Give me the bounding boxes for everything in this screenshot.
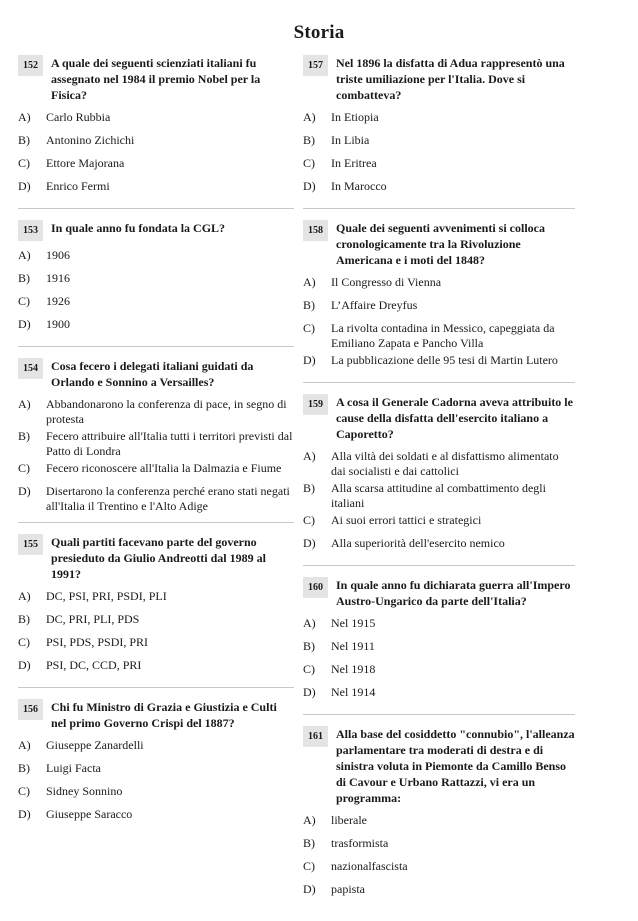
answer-letter: C) [303, 513, 315, 527]
answer-letter: D) [303, 882, 316, 896]
answer-letter: B) [303, 133, 315, 147]
answer-letter: B) [303, 481, 315, 495]
answer-option [18, 317, 294, 338]
answer-option [303, 298, 575, 319]
answer-option [303, 275, 575, 296]
answer-option [18, 156, 294, 177]
answer-letter: C) [18, 461, 30, 475]
question-block [303, 725, 575, 911]
answer-text: Fecero riconoscere all'Italia la Dalmazia e Fiume [46, 461, 282, 475]
answer-text: Nel 1918 [331, 662, 376, 676]
answer-text: Giuseppe Zanardelli [46, 738, 144, 752]
answer-letter: C) [18, 294, 30, 308]
question-text: Cosa fecero i delegati italiani guidati da Orlando e Sonnino a Versailles? [51, 359, 254, 389]
answer-letter: A) [18, 589, 31, 603]
answer-option [18, 110, 294, 131]
question-number: 157 [303, 55, 328, 76]
answer-option [18, 589, 294, 610]
answer-text: Fecero attribuire all'Italia tutti i territori previsti dal Patto di Londra [46, 429, 293, 458]
answer-letter: A) [18, 110, 31, 124]
answer-option [303, 449, 575, 479]
question-number: 152 [18, 55, 43, 76]
answer-letter: C) [303, 662, 315, 676]
answer-letter: A) [18, 397, 31, 411]
answer-option [303, 156, 575, 177]
answer-text: 1906 [46, 248, 70, 262]
question-block [18, 698, 294, 836]
answer-text: DC, PRI, PLI, PDS [46, 612, 140, 626]
answer-text: Alla scarsa attitudine al combattimento degli italiani [331, 481, 546, 510]
answer-option [18, 484, 294, 514]
answer-option [303, 353, 575, 374]
answer-letter: C) [303, 859, 315, 873]
answer-text: 1926 [46, 294, 70, 308]
question-block [303, 54, 575, 209]
answer-text: DC, PSI, PRI, PSDI, PLI [46, 589, 167, 603]
question-block [18, 533, 294, 688]
question-text: A cosa il Generale Cadorna aveva attribuito le cause della disfatta dell'esercito italiano a Caporetto? [336, 395, 573, 441]
answer-text: 1900 [46, 317, 70, 331]
question-number: 158 [303, 220, 328, 241]
question-block [303, 576, 575, 715]
answer-text: Il Congresso di Vienna [331, 275, 442, 289]
question-text: A quale dei seguenti scienziati italiani fu assegnato nel 1984 il premio Nobel per la Fisica? [51, 56, 261, 102]
answer-text: Antonino Zichichi [46, 133, 135, 147]
answer-letter: C) [18, 635, 30, 649]
answer-letter: D) [18, 484, 31, 498]
answer-text: Enrico Fermi [46, 179, 110, 193]
answer-letter: B) [303, 298, 315, 312]
answer-option [303, 639, 575, 660]
answer-text: Nel 1915 [331, 616, 376, 630]
question-number: 154 [18, 358, 43, 379]
answer-text: Luigi Facta [46, 761, 101, 775]
question-number: 156 [18, 699, 43, 720]
question-number: 155 [18, 534, 43, 555]
answer-option [18, 429, 294, 459]
answer-option [303, 321, 575, 351]
answer-option [303, 662, 575, 683]
answer-letter: A) [18, 738, 31, 752]
answer-text: nazionalfascista [331, 859, 408, 873]
answer-letter: B) [303, 639, 315, 653]
answer-letter: C) [18, 784, 30, 798]
answer-text: Nel 1914 [331, 685, 376, 699]
question-number: 160 [303, 577, 328, 598]
answer-text: Alla superiorità dell'esercito nemico [331, 536, 505, 550]
answer-option [303, 616, 575, 637]
answer-option [18, 761, 294, 782]
answer-option [18, 179, 294, 200]
question-number: 161 [303, 726, 328, 747]
left-column [18, 54, 294, 846]
question-block [18, 54, 294, 209]
question-number: 159 [303, 394, 328, 415]
answer-letter: D) [18, 658, 31, 672]
answer-letter: D) [18, 317, 31, 331]
answer-letter: A) [303, 449, 316, 463]
answer-text: In Etiopia [331, 110, 379, 124]
answer-text: papista [331, 882, 365, 896]
answer-letter: A) [303, 616, 316, 630]
answer-text: PSI, DC, CCD, PRI [46, 658, 142, 672]
page-title: Storia [293, 22, 345, 43]
question-block [303, 219, 575, 383]
right-column [303, 54, 575, 921]
question-text: Quali partiti facevano parte del governo presieduto da Giulio Andreotti dal 1989 al 1991? [51, 535, 266, 581]
answer-option [18, 397, 294, 427]
question-number: 153 [18, 220, 43, 241]
question-text: Nel 1896 la disfatta di Adua rappresentò una triste umiliazione per l'Italia. Dove si combatteva? [336, 56, 565, 102]
answer-text: liberale [331, 813, 367, 827]
answer-text: trasformista [331, 836, 389, 850]
answer-text: L’Affaire Dreyfus [331, 298, 418, 312]
answer-letter: B) [18, 429, 30, 443]
answer-letter: C) [303, 156, 315, 170]
answer-option [303, 859, 575, 880]
answer-option [18, 784, 294, 805]
answer-option [18, 133, 294, 154]
answer-text: Ai suoi errori tattici e strategici [331, 513, 482, 527]
answer-option [18, 461, 294, 482]
answer-option [303, 110, 575, 131]
answer-text: Nel 1911 [331, 639, 375, 653]
answer-text: Abbandonarono la conferenza di pace, in segno di protesta [46, 397, 287, 426]
question-text: In quale anno fu dichiarata guerra all'Impero Austro-Ungarico da parte dell'Italia? [336, 578, 571, 608]
answer-text: Carlo Rubbia [46, 110, 111, 124]
answer-text: Giuseppe Saracco [46, 807, 133, 821]
answer-letter: A) [303, 275, 316, 289]
answer-letter: D) [18, 179, 31, 193]
question-block [18, 357, 294, 523]
answer-option [303, 813, 575, 834]
answer-option [303, 685, 575, 706]
answer-option [18, 635, 294, 656]
answer-text: In Marocco [331, 179, 387, 193]
answer-letter: B) [18, 271, 30, 285]
answer-option [303, 536, 575, 557]
answer-option [303, 882, 575, 903]
answer-option [18, 658, 294, 679]
answer-letter: D) [303, 685, 316, 699]
answer-text: In Eritrea [331, 156, 377, 170]
answer-text: Ettore Majorana [46, 156, 125, 170]
answer-option [303, 133, 575, 154]
answer-option [303, 179, 575, 200]
answer-letter: D) [303, 179, 316, 193]
answer-option [18, 807, 294, 828]
answer-option [18, 248, 294, 269]
answer-text: In Libia [331, 133, 370, 147]
answer-text: PSI, PDS, PSDI, PRI [46, 635, 149, 649]
answer-letter: D) [303, 536, 316, 550]
answer-option [18, 294, 294, 315]
answer-option [18, 612, 294, 633]
answer-text: 1916 [46, 271, 70, 285]
question-text: Quale dei seguenti avvenimenti si colloca cronologicamente tra la Rivoluzione Americana e i moti del 1848? [336, 221, 545, 267]
question-block [303, 393, 575, 566]
answer-letter: D) [18, 807, 31, 821]
answer-letter: C) [303, 321, 315, 335]
question-text: In quale anno fu fondata la CGL? [51, 221, 226, 235]
answer-letter: C) [18, 156, 30, 170]
answer-option [303, 836, 575, 857]
answer-text: Disertarono la conferenza perché erano stati negati all'Italia il Trentino e l'Alto Adige [46, 484, 290, 513]
answer-text: Sidney Sonnino [46, 784, 123, 798]
answer-option [303, 481, 575, 511]
question-block [18, 219, 294, 347]
answer-letter: A) [303, 110, 316, 124]
answer-letter: B) [303, 836, 315, 850]
answer-letter: A) [18, 248, 31, 262]
answer-option [18, 271, 294, 292]
answer-letter: B) [18, 761, 30, 775]
answer-text: La rivolta contadina in Messico, capeggiata da Emiliano Zapata e Pancho Villa [331, 321, 555, 350]
answer-text: Alla viltà dei soldati e al disfattismo alimentato dai socialisti e dai cattolici [331, 449, 559, 478]
answer-option [303, 513, 575, 534]
answer-letter: A) [303, 813, 316, 827]
answer-letter: B) [18, 612, 30, 626]
answer-text: La pubblicazione delle 95 tesi di Martin Lutero [331, 353, 558, 367]
question-text: Alla base del cosiddetto "connubio", l'alleanza parlamentare tra moderati di destra e di sinistra voluta in Piemonte da Camillo Benso di Cavour e Urbano Rattazzi, vi era un programma: [336, 727, 575, 805]
question-text: Chi fu Ministro di Grazia e Giustizia e Culti nel primo Governo Crispi del 1887? [51, 700, 277, 730]
answer-letter: D) [303, 353, 316, 367]
answer-letter: B) [18, 133, 30, 147]
answer-option [18, 738, 294, 759]
